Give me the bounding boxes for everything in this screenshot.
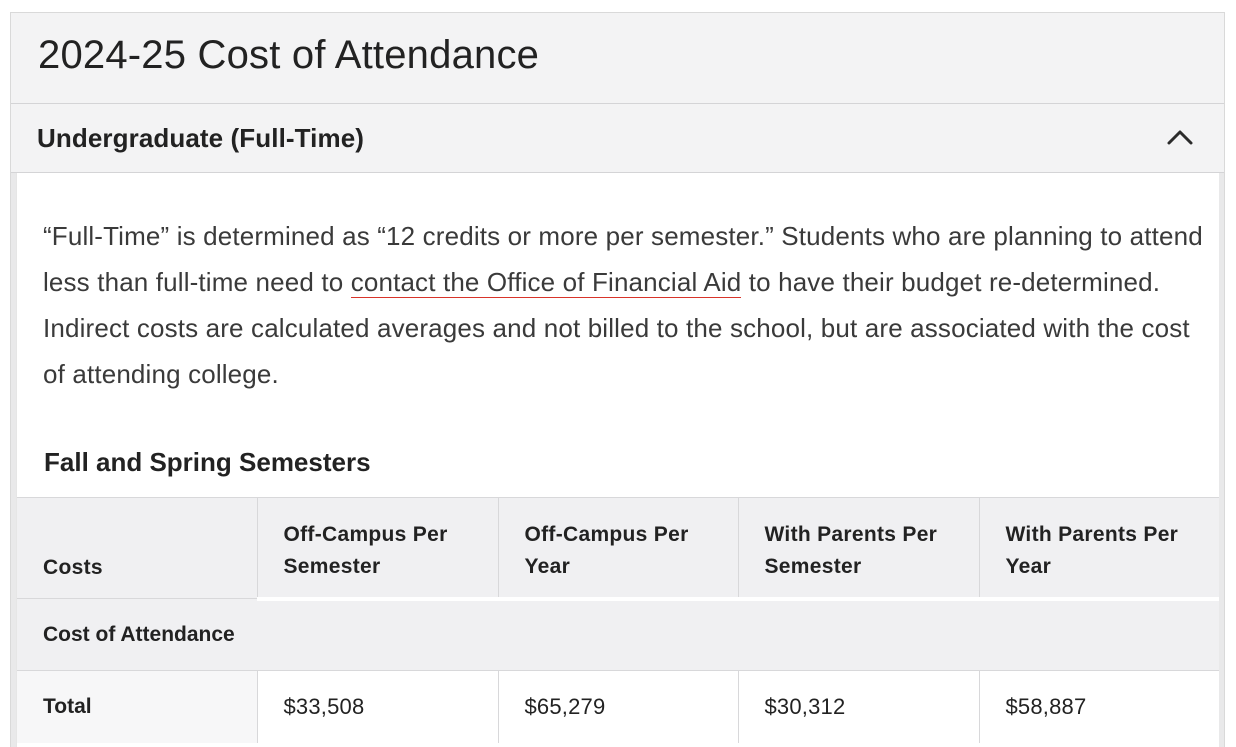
card-header <box>11 13 1224 104</box>
column-header-with-parents-semester: With Parents Per Semester <box>738 498 979 599</box>
chevron-up-icon[interactable] <box>1166 127 1194 147</box>
contact-financial-aid-link[interactable]: contact the Office of Financial Aid <box>350 267 742 297</box>
section-heading: Fall and Spring Semesters <box>44 447 371 477</box>
total-with-parents-year: $58,887 <box>979 671 1222 743</box>
total-off-campus-year: $65,279 <box>498 671 738 743</box>
page-title: 2024-25 Cost of Attendance <box>38 33 540 77</box>
column-header-with-parents-year: With Parents Per Year <box>979 498 1222 599</box>
cost-of-attendance-card <box>10 12 1225 747</box>
accordion-title: Undergraduate (Full-Time) <box>37 123 365 153</box>
total-label: Total <box>17 671 257 743</box>
intro-text-before-link: “Full-Time” is determined as “12 credits or more per semester.” Students who are planning to attend less than full-time need to <box>43 221 1203 297</box>
total-with-parents-semester: $30,312 <box>738 671 979 743</box>
accordion-toggle-undergraduate[interactable] <box>11 104 1224 173</box>
intro-paragraph <box>43 213 1203 397</box>
column-header-off-campus-year: Off-Campus Per Year <box>498 498 738 599</box>
table-subheading-row <box>17 599 1222 671</box>
column-header-costs: Costs <box>17 498 257 599</box>
table-subheading: Cost of Attendance <box>17 599 1222 671</box>
column-header-off-campus-semester: Off-Campus Per Semester <box>257 498 498 599</box>
intro-text-after-link: to have their budget re-determined. Indirect costs are calculated averages and not billed to the school, but are associated with the cost of attending college. <box>43 267 1190 389</box>
total-off-campus-semester: $33,508 <box>257 671 498 743</box>
panel-right-rail <box>1219 173 1224 747</box>
table-header-row <box>17 498 1222 599</box>
cost-table <box>17 497 1222 743</box>
table-row-total <box>17 671 1222 743</box>
accordion-panel <box>16 173 1221 747</box>
